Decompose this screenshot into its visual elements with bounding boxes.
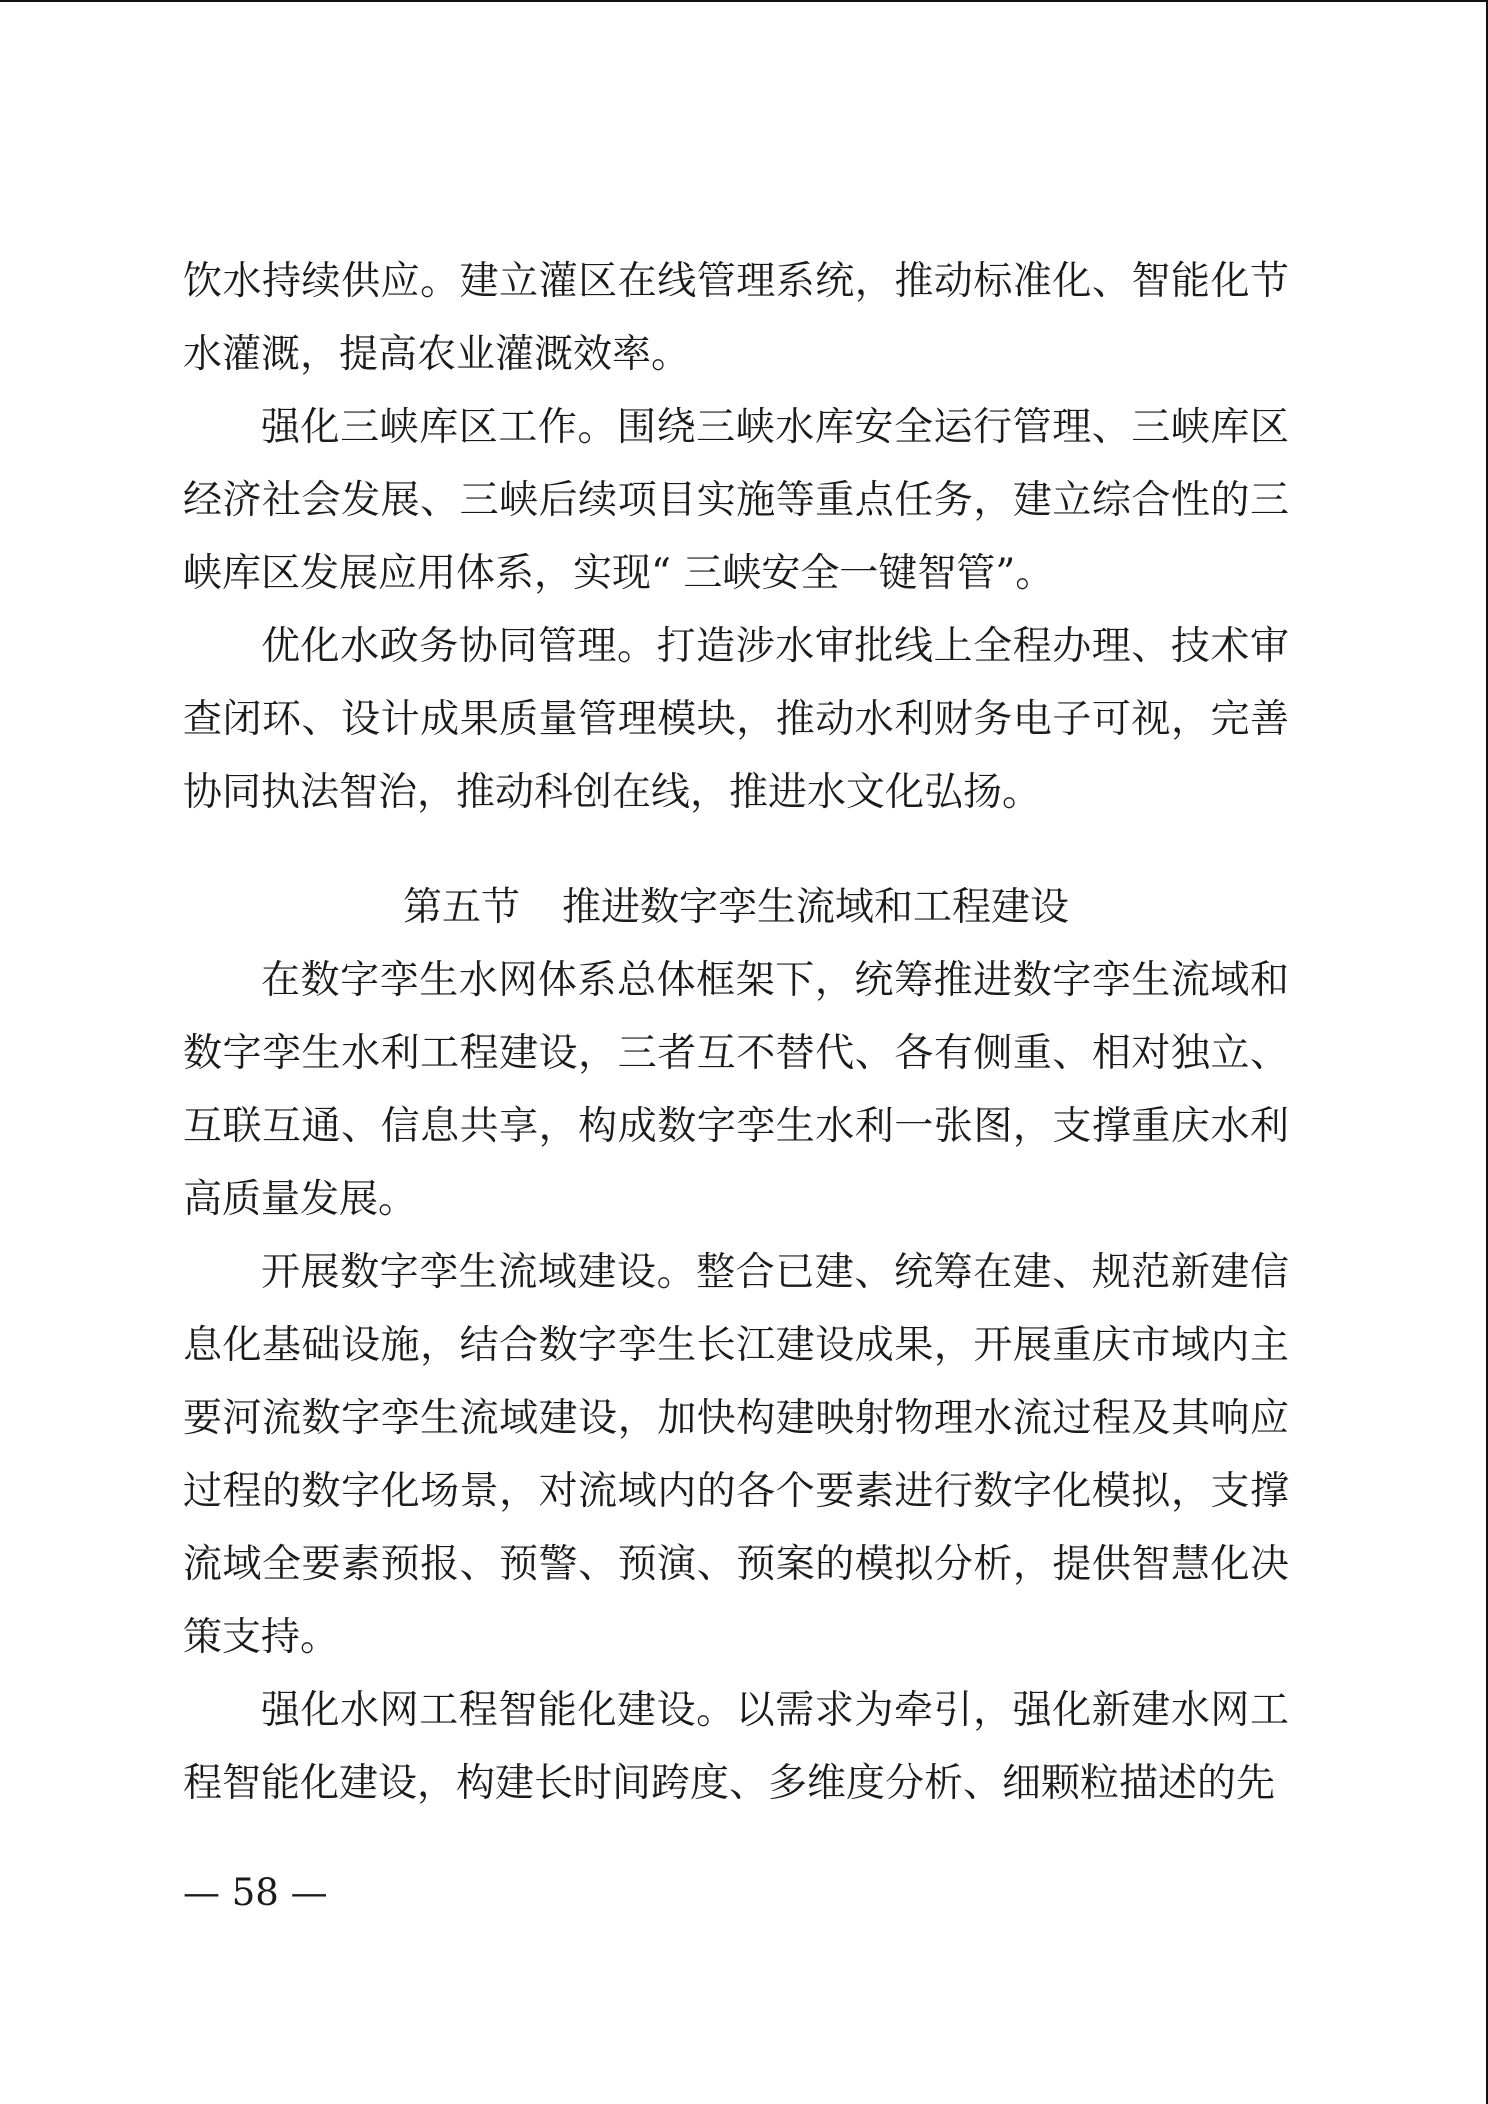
paragraph [183, 1674, 1289, 1820]
text-line: 在数字孪生水网体系总体框架下，统筹推进数字孪生流域和 [261, 958, 1289, 1003]
text-line: 强化水网工程智能化建设。以需求为牵引，强化新建水网工 [261, 1688, 1289, 1733]
text-line: 查闭环、设计成果质量管理模块，推动水利财务电子可视，完善 [183, 697, 1289, 742]
text-line: 水灌溉，提高农业灌溉效率。 [183, 332, 691, 377]
body-text [183, 245, 1289, 1820]
text-line: 过程的数字化场景，对流域内的各个要素进行数字化模拟，支撑 [183, 1469, 1289, 1514]
paragraph [183, 1236, 1289, 1674]
text-line: 优化水政务协同管理。打造涉水审批线上全程办理、技术审 [261, 624, 1289, 669]
text-line: 流域全要素预报、预警、预演、预案的模拟分析，提供智慧化决 [183, 1542, 1289, 1587]
text-line: 程智能化建设，构建长时间跨度、多维度分析、细颗粒描述的先 [183, 1761, 1276, 1806]
text-line: 开展数字孪生流域建设。整合已建、统筹在建、规范新建信 [261, 1250, 1289, 1295]
page-top-border [0, 0, 1486, 2]
paragraph [183, 391, 1289, 610]
paragraph [183, 944, 1289, 1236]
text-line: 高质量发展。 [183, 1177, 418, 1222]
text-line: 要河流数字孪生流域建设，加快构建映射物理水流过程及其响应 [183, 1396, 1289, 1441]
text-line: 经济社会发展、三峡后续项目实施等重点任务，建立综合性的三 [183, 478, 1289, 523]
section-spacer [183, 829, 1289, 871]
text-line: 息化基础设施，结合数字孪生长江建设成果，开展重庆市域内主 [183, 1323, 1289, 1368]
section-title: 推进数字孪生流域和工程建设 [562, 885, 1070, 930]
paragraph [183, 245, 1289, 391]
page-number: — 58 — [183, 1871, 328, 1914]
text-line: 饮水持续供应。建立灌区在线管理系统，推动标准化、智能化节 [183, 259, 1289, 304]
text-line: 数字孪生水利工程建设，三者互不替代、各有侧重、相对独立、 [183, 1031, 1289, 1076]
text-line: 策支持。 [183, 1615, 340, 1660]
text-line: 强化三峡库区工作。围绕三峡水库安全运行管理、三峡库区 [261, 405, 1289, 450]
section-number: 第五节 [402, 885, 520, 930]
section-heading [183, 871, 1289, 944]
text-line: 互联互通、信息共享，构成数字孪生水利一张图，支撑重庆水利 [183, 1104, 1289, 1149]
text-line: 峡库区发展应用体系，实现“ 三峡安全一键智管”。 [183, 551, 1055, 596]
text-line: 协同执法智治，推动科创在线，推进水文化弘扬。 [183, 770, 1042, 815]
paragraph [183, 610, 1289, 829]
